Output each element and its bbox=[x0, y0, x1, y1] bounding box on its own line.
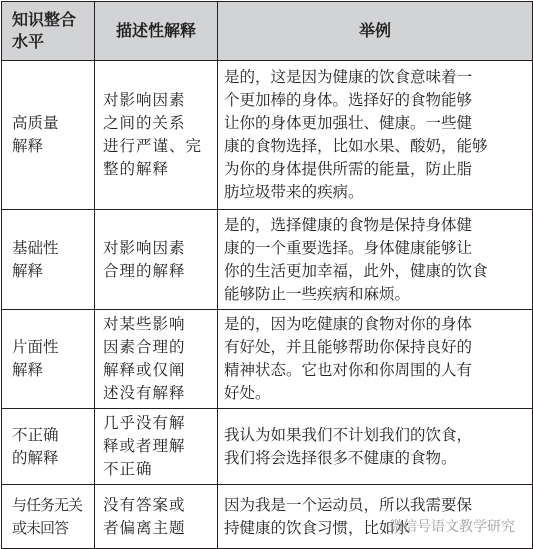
level-line: 与任务无关 bbox=[12, 495, 83, 514]
example-line: 因为我是一个运动员，所以我需要保 bbox=[224, 495, 473, 514]
example-line: 康的一个重要选择。身体健康能够让 bbox=[224, 238, 473, 257]
knowledge-integration-table bbox=[1, 1, 533, 549]
description-line: 对影响因素 bbox=[103, 238, 186, 257]
description-line: 之间的关系 bbox=[103, 114, 186, 132]
description-line: 合理的解释 bbox=[103, 261, 186, 280]
header-line: 知识整合 bbox=[12, 10, 77, 29]
description-line: 因素合理的 bbox=[103, 338, 186, 356]
header-knowledge-level bbox=[2, 2, 95, 61]
example-line: 个更加棒的身体。选择好的食物能够 bbox=[224, 91, 473, 109]
description-line: 进行严谨、完 bbox=[103, 137, 203, 155]
level-line: 片面性 bbox=[12, 338, 59, 356]
example-line: 我认为如果我们不计划我们的饮食， bbox=[224, 425, 473, 444]
example-line: 精神状态。它也对你和你周围的人有 bbox=[224, 361, 473, 379]
header-example bbox=[218, 2, 533, 61]
description-cell bbox=[95, 61, 218, 210]
description-cell bbox=[95, 409, 218, 485]
example-line: 让你的身体更加强壮、健康。一些健 bbox=[224, 114, 473, 132]
table-row bbox=[2, 409, 533, 485]
description-cell bbox=[95, 485, 218, 549]
table-row bbox=[2, 61, 533, 210]
example-cell bbox=[218, 210, 533, 310]
description-line: 者偏离主题 bbox=[103, 518, 186, 537]
example-line: 我们将会选择很多不健康的食物。 bbox=[224, 448, 457, 467]
description-line: 几乎没有解 bbox=[103, 414, 186, 432]
example-line: 你的生活更加幸福，此外，健康的饮食 bbox=[224, 261, 488, 280]
example-line: 康的食物选择，比如水果、酸奶，能够 bbox=[224, 137, 488, 155]
description-line: 对某些影响 bbox=[103, 315, 186, 333]
wechat-watermark: 微信号语文教学研究 bbox=[389, 519, 515, 535]
example-cell bbox=[218, 409, 533, 485]
level-line: 或未回答 bbox=[12, 518, 69, 537]
example-line: 是的，这是因为健康的饮食意味着一 bbox=[224, 68, 473, 86]
description-line: 释或者理解 bbox=[103, 437, 186, 455]
level-cell bbox=[2, 409, 95, 485]
level-line: 高质量 bbox=[12, 114, 59, 132]
example-line: 持健康的饮食习惯，比如水 bbox=[224, 518, 411, 537]
level-cell bbox=[2, 310, 95, 409]
description-line: 对影响因素 bbox=[103, 91, 186, 109]
level-cell bbox=[2, 485, 95, 549]
description-line: 没有答案或 bbox=[103, 495, 186, 514]
level-line: 解释 bbox=[12, 361, 44, 379]
example-line: 好处。 bbox=[224, 384, 271, 402]
example-cell bbox=[218, 61, 533, 210]
table-header-row bbox=[2, 2, 533, 61]
description-line: 不正确 bbox=[103, 460, 153, 478]
description-line: 解释或仅阐 bbox=[103, 361, 186, 379]
example-line: 是的，因为吃健康的食物对你的身体 bbox=[224, 315, 473, 333]
example-line: 是的，选择健康的食物是保持身体健 bbox=[224, 215, 473, 234]
description-line: 述没有解释 bbox=[103, 384, 186, 402]
level-line: 解释 bbox=[12, 261, 44, 280]
description-cell bbox=[95, 210, 218, 310]
example-line: 有好处，并且能够帮助你保持良好的 bbox=[224, 338, 473, 356]
table-row bbox=[2, 210, 533, 310]
description-line: 整的解释 bbox=[103, 160, 170, 178]
example-cell bbox=[218, 310, 533, 409]
example-line: 肪垃圾带来的疾病。 bbox=[224, 183, 364, 201]
example-line: 能够防止一些疾病和麻烦。 bbox=[224, 284, 411, 303]
description-cell bbox=[95, 310, 218, 409]
level-line: 不正确 bbox=[12, 425, 59, 444]
example-line: 为你的身体提供所需的能量，防止脂 bbox=[224, 160, 473, 178]
header-line: 举例 bbox=[358, 21, 391, 40]
level-cell bbox=[2, 210, 95, 310]
level-line: 基础性 bbox=[12, 238, 59, 257]
level-cell bbox=[2, 61, 95, 210]
level-line: 的解释 bbox=[12, 448, 59, 467]
header-line: 描述性解释 bbox=[115, 21, 196, 40]
level-line: 解释 bbox=[12, 137, 44, 155]
header-description bbox=[95, 2, 218, 61]
knowledge-integration-table-container bbox=[1, 1, 532, 547]
header-line: 水平 bbox=[12, 32, 45, 51]
table-row bbox=[2, 310, 533, 409]
